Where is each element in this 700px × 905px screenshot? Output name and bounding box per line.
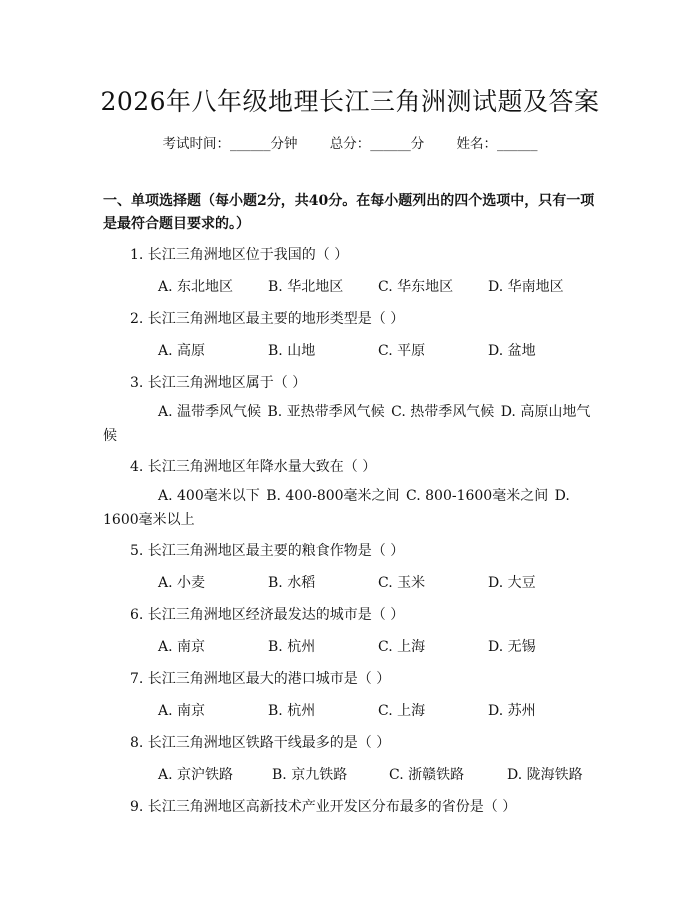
question-options [158,572,598,592]
option-d: D. 陇海铁路 [507,767,583,783]
option-d: D. 无锡 [488,639,536,655]
option-c: C. 平原 [378,343,426,359]
option-c: C. 上海 [378,703,426,719]
question-stem: 2. 长江三角洲地区最主要的地形类型是（ ） [130,311,405,327]
option-a: A. 东北地区 [158,279,234,295]
option-d: D. 1600毫米以上 [103,488,570,528]
option-b: B. 亚热带季风气候 [267,404,385,420]
option-a: A. 400毫米以下 [158,488,260,504]
option-d: D. 大豆 [488,575,536,591]
option-a: A. 南京 [158,703,206,719]
page-title: 2026年八年级地理长江三角洲测试题及答案 [100,87,600,116]
question-options [103,484,595,532]
option-c: C. 玉米 [378,575,426,591]
question-options [158,636,598,656]
option-a: A. 京沪铁路 [158,767,234,783]
question-stem: 6. 长江三角洲地区经济最发达的城市是（ ） [130,607,405,623]
exam-info-line [0,132,700,152]
option-c: C. 热带季风气候 [391,404,495,420]
section-heading: 一、单项选择题（每小题2分，共40分。在每小题列出的四个选项中，只有一项是最符合题目要求的。） [103,193,595,232]
option-a: A. 小麦 [158,575,206,591]
question-stem: 4. 长江三角洲地区年降水量大致在（ ） [130,459,377,475]
question-options [103,400,595,448]
question-stem: 1. 长江三角洲地区位于我国的（ ） [130,247,349,263]
option-a: A. 南京 [158,639,206,655]
question-options [158,700,598,720]
student-name-field: 姓名：______ [456,136,538,152]
total-score-field: 总分：______分 [329,136,425,152]
option-d: D. 高原山地气候 [103,404,591,444]
option-c: C. 800-1600毫米之间 [406,488,549,504]
option-b: B. 400-800毫米之间 [266,488,400,504]
question-options [158,340,598,360]
option-c: C. 上海 [378,639,426,655]
question-stem: 3. 长江三角洲地区属于（ ） [130,375,307,391]
option-d: D. 盆地 [488,343,536,359]
option-b: B. 水稻 [268,575,316,591]
option-b: B. 杭州 [268,703,316,719]
exam-time-field: 考试时间：______分钟 [162,136,298,152]
option-d: D. 华南地区 [488,279,564,295]
question-options [158,276,598,296]
option-c: C. 浙赣铁路 [389,767,465,783]
question-stem: 5. 长江三角洲地区最主要的粮食作物是（ ） [130,543,405,559]
option-b: B. 山地 [268,343,316,359]
question-stem: 9. 长江三角洲地区高新技术产业开发区分布最多的省份是（ ） [130,799,517,815]
option-c: C. 华东地区 [378,279,454,295]
option-d: D. 苏州 [488,703,536,719]
question-stem: 7. 长江三角洲地区最大的港口城市是（ ） [130,671,391,687]
option-b: B. 杭州 [268,639,316,655]
question-options [158,764,583,784]
option-a: A. 高原 [158,343,206,359]
option-b: B. 华北地区 [268,279,344,295]
question-stem: 8. 长江三角洲地区铁路干线最多的是（ ） [130,735,391,751]
option-a: A. 温带季风气候 [158,404,262,420]
option-b: B. 京九铁路 [272,767,348,783]
